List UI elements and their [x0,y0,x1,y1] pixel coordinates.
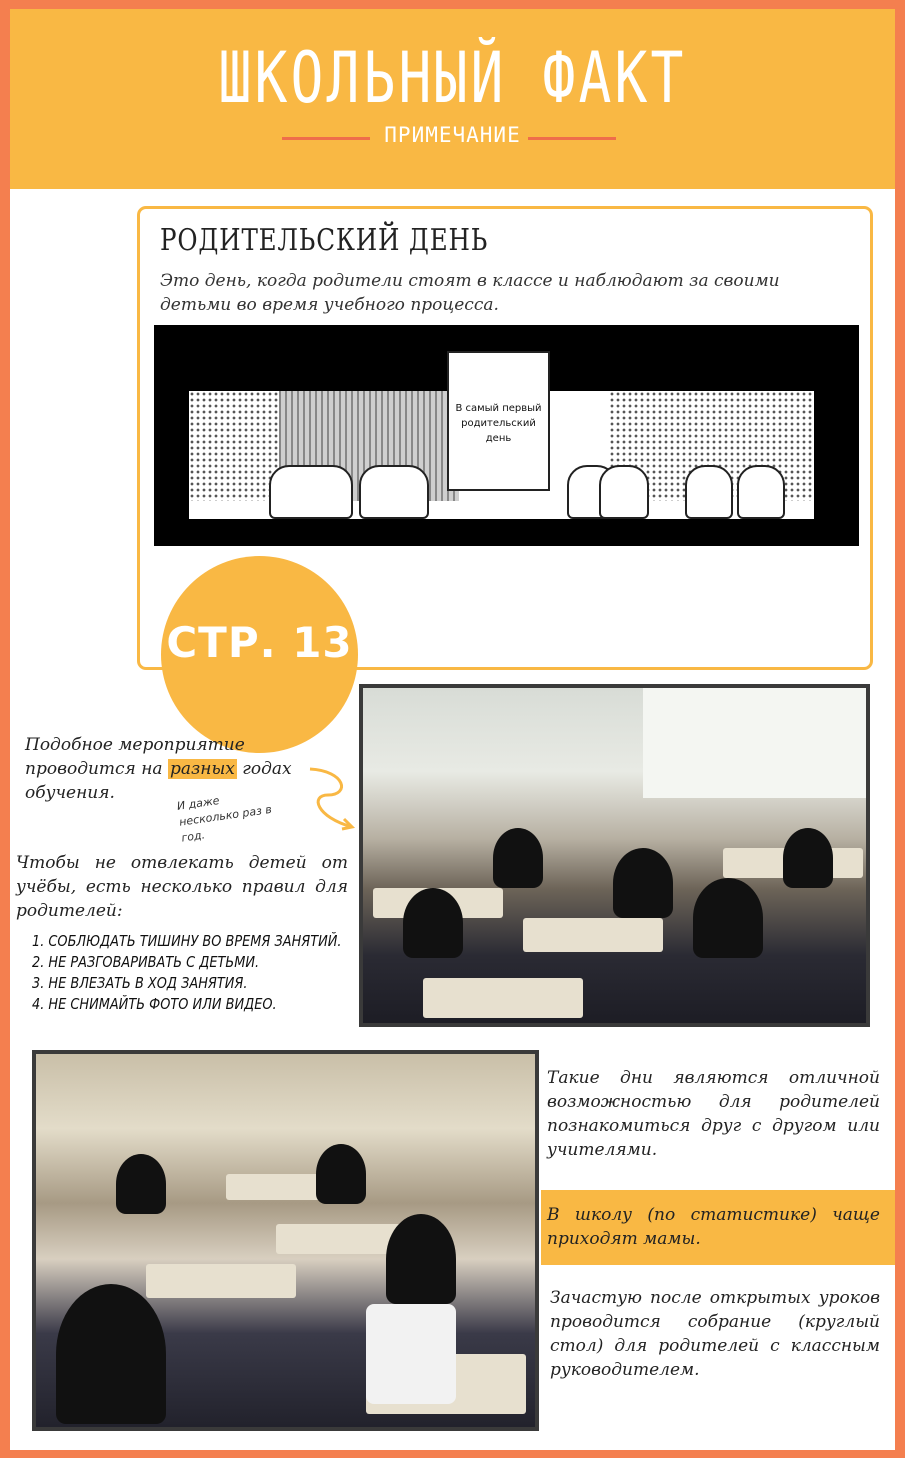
student [403,888,463,958]
parent-foot-left [269,465,353,519]
child-foot-3 [685,465,733,519]
events-text-start: Подобное мероприятие проводится на [25,735,245,779]
child-foot-2 [599,465,649,519]
page-title: ШКОЛЬНЫЙ ФАКТ [218,37,687,119]
desk [423,978,583,1018]
rules-list [32,931,342,1015]
student [613,848,673,918]
parent-foot-right [359,465,429,519]
side-note: И даже несколько раз в год. [176,794,273,845]
student [386,1214,456,1304]
rules-intro: Чтобы не отвлекать детей от учёбы, есть несколько правил для родителей: [16,853,348,921]
meeting-text: Такие дни являются отличной возможностью для родителей познакомиться друг с другом или учителями. [547,1068,880,1160]
box-text: Это день, когда родители стоят в классе и наблюдают за своими детьми во время учебного процесса. [160,271,780,315]
classroom-photo-2 [32,1050,539,1431]
manga-panel [154,325,859,546]
child-foot-4 [737,465,785,519]
page [10,9,895,1450]
events-text-end: годах обучения. [25,759,292,803]
student [316,1144,366,1204]
stipple-left [189,391,279,501]
desk [146,1264,296,1298]
box-title: РОДИТЕЛЬСКИЙ ДЕНЬ [160,223,489,258]
page-badge [161,556,358,753]
student [693,878,763,958]
statistics-text: В школу (по статистике) чаще приходят мамы. [547,1205,880,1249]
page-badge-label: СТР. 13 [166,618,353,667]
classroom-photo-1 [359,684,870,1027]
rule-item: 1. СОБЛЮДАТЬ ТИШИНУ ВО ВРЕМЯ ЗАНЯТИЙ. [32,932,342,950]
student [783,828,833,888]
student [56,1284,166,1424]
curved-arrow-icon [306,765,358,835]
rule-item: 3. НЕ ВЛЕЗАТЬ В ХОД ЗАНЯТИЯ. [32,974,248,992]
header-line-right [528,137,616,140]
highlight-word: разных [169,759,235,779]
rule-item: 4. НЕ СНИМАЙТЬ ФОТО ИЛИ ВИДЕО. [32,995,277,1013]
desk [523,918,663,952]
student-shirt [366,1304,456,1404]
header [10,9,895,189]
classroom-window [643,688,870,798]
rule-item: 2. НЕ РАЗГОВАРИВАТЬ С ДЕТЬМИ. [32,953,260,971]
student [493,828,543,888]
manga-caption: В самый первый родительский день [447,351,550,491]
student [116,1154,166,1214]
round-table-text: Зачастую после открытых уроков проводится собрание (круглый стол) для родителей с классным руководителем. [550,1288,880,1380]
page-subtitle: ПРИМЕЧАНИЕ [384,123,521,147]
